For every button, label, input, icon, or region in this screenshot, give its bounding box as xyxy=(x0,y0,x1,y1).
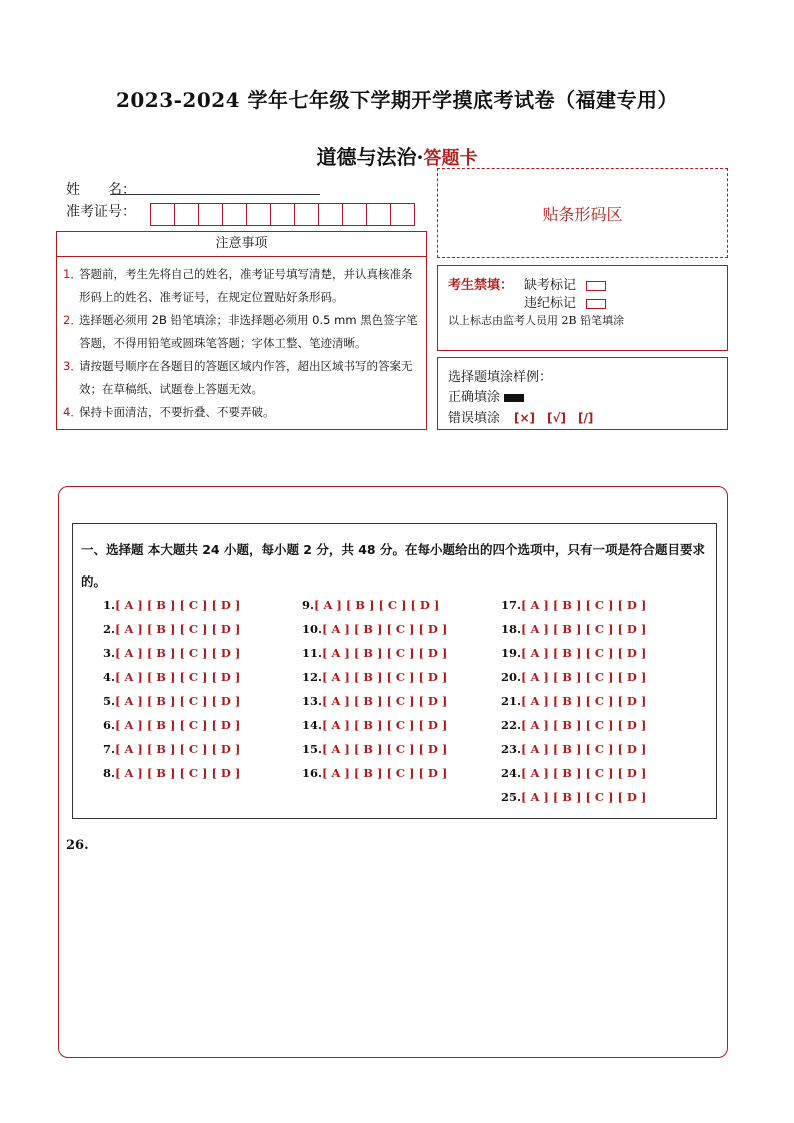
id-cell[interactable] xyxy=(150,203,175,226)
notice-item xyxy=(63,355,420,401)
answer-options[interactable]: [ A ] [ B ] [ C ] [ D ] xyxy=(322,670,448,684)
id-cell[interactable] xyxy=(294,203,319,226)
mc-question[interactable] xyxy=(302,670,447,684)
id-cell[interactable] xyxy=(246,203,271,226)
question-number: 9. xyxy=(302,598,315,612)
answer-options[interactable]: [ A ] [ B ] [ C ] [ D ] xyxy=(322,766,448,780)
name-label: 姓 名： xyxy=(66,182,136,198)
mc-question[interactable] xyxy=(103,718,240,732)
question-number: 13. xyxy=(302,694,323,708)
answer-options[interactable]: [ A ] [ B ] [ C ] [ D ] xyxy=(322,694,448,708)
mc-question[interactable] xyxy=(501,718,646,732)
answer-options[interactable]: [ A ] [ B ] [ C ] [ D ] xyxy=(115,694,241,708)
id-cell[interactable] xyxy=(222,203,247,226)
correct-row xyxy=(448,386,524,405)
barcode-area xyxy=(437,168,728,258)
mc-question[interactable] xyxy=(103,766,240,780)
exam-title: 2023-2024 学年七年级下学期开学摸底考试卷（福建专用） xyxy=(115,88,679,112)
answer-options[interactable]: [ A ] [ B ] [ C ] [ D ] xyxy=(115,670,241,684)
question-number: 6. xyxy=(103,718,116,732)
name-field[interactable] xyxy=(110,194,320,195)
answer-options[interactable]: [ A ] [ B ] [ C ] [ D ] xyxy=(322,646,448,660)
question-number: 4. xyxy=(103,670,116,684)
question-number: 10. xyxy=(302,622,323,636)
mc-description: 一、选择题 本大题共 24 小题，每小题 2 分，共 48 分。在每小题给出的四个选项中，只有一项是符合题目要求的。 xyxy=(81,542,705,589)
mc-question[interactable] xyxy=(302,742,447,756)
violation-mark-box[interactable] xyxy=(586,299,606,309)
subject-dot: · xyxy=(416,145,424,169)
question-number: 21. xyxy=(501,694,522,708)
question-number: 17. xyxy=(501,598,522,612)
id-cell[interactable] xyxy=(342,203,367,226)
absent-row xyxy=(524,274,606,293)
answer-options[interactable]: [ A ] [ B ] [ C ] [ D ] xyxy=(521,670,647,684)
notice-item xyxy=(63,309,420,355)
notice-num: 1． xyxy=(63,267,82,281)
subject-name: 道德与法治 xyxy=(316,145,417,169)
id-cell[interactable] xyxy=(318,203,343,226)
answer-options[interactable]: [ A ] [ B ] [ C ] [ D ] xyxy=(115,766,241,780)
mc-question[interactable] xyxy=(501,598,646,612)
question-number: 16. xyxy=(302,766,323,780)
question-number: 12. xyxy=(302,670,323,684)
question-number: 11. xyxy=(302,646,323,660)
wrong-label: 错误填涂 xyxy=(448,411,501,426)
notice-text: 选择题必须用 2B 铅笔填涂；非选择题必须用 0.5 mm 黑色签字笔答题，不得用铅笔或圆珠笔答题；字体工整、笔迹清晰。 xyxy=(79,313,418,350)
question-number: 1. xyxy=(103,598,116,612)
answer-options[interactable]: [ A ] [ B ] [ C ] [ D ] xyxy=(322,742,448,756)
id-cell[interactable] xyxy=(366,203,391,226)
id-cell[interactable] xyxy=(390,203,415,226)
sample-heading: 选择题填涂样例： xyxy=(448,370,553,385)
id-cell[interactable] xyxy=(174,203,199,226)
question-number: 22. xyxy=(501,718,522,732)
mc-question[interactable] xyxy=(103,598,240,612)
answer-options[interactable]: [ A ] [ B ] [ C ] [ D ] xyxy=(521,646,647,660)
barcode-label: 贴条形码区 xyxy=(542,204,623,224)
subject-title xyxy=(0,141,794,170)
answer-options[interactable]: [ A ] [ B ] [ C ] [ D ] xyxy=(115,622,241,636)
id-cell[interactable] xyxy=(198,203,223,226)
answer-options[interactable]: [ A ] [ B ] [ C ] [ D ] xyxy=(322,718,448,732)
question-number: 18. xyxy=(501,622,522,636)
question-number: 14. xyxy=(302,718,323,732)
absent-label: 缺考标记 xyxy=(524,278,577,293)
filled-mark xyxy=(504,394,524,402)
question-number: 15. xyxy=(302,742,323,756)
mc-question[interactable] xyxy=(501,646,646,660)
mc-question[interactable] xyxy=(501,670,646,684)
answer-card-label: 答题卡 xyxy=(423,148,478,169)
question-number: 7. xyxy=(103,742,116,756)
exam-id-cells[interactable] xyxy=(150,203,414,226)
notice-num: 4． xyxy=(63,405,82,419)
violation-label: 违纪标记 xyxy=(524,296,577,311)
mc-question[interactable] xyxy=(103,694,240,708)
mc-question[interactable] xyxy=(501,766,646,780)
question-26-label: 26. xyxy=(66,838,89,853)
notice-text: 请按题号顺序在各题目的答题区域内作答，超出区域书写的答案无效；在草稿纸、试题卷上答题无效。 xyxy=(79,359,413,396)
wrong-marks: [×] [√] [/] xyxy=(514,411,594,425)
question-number: 19. xyxy=(501,646,522,660)
answer-options[interactable]: [ A ] [ B ] [ C ] [ D ] xyxy=(322,622,448,636)
question-number: 5. xyxy=(103,694,116,708)
mc-question[interactable] xyxy=(302,718,447,732)
exam-id-label: 准考证号： xyxy=(66,204,136,220)
question-number: 23. xyxy=(501,742,522,756)
mc-question[interactable] xyxy=(302,622,447,636)
forbid-label: 考生禁填： xyxy=(448,278,514,293)
answer-options[interactable]: [ A ] [ B ] [ C ] [ D ] xyxy=(521,598,647,612)
notice-text: 保持卡面清洁，不要折叠、不要弄破。 xyxy=(79,405,275,419)
question-number: 2. xyxy=(103,622,116,636)
mc-question[interactable] xyxy=(302,694,447,708)
correct-label: 正确填涂 xyxy=(448,390,501,405)
answer-options[interactable]: [ A ] [ B ] [ C ] [ D ] xyxy=(521,622,647,636)
forbid-note: 以上标志由监考人员用 2B 铅笔填涂 xyxy=(448,314,625,327)
fill-sample-box xyxy=(437,357,728,430)
mc-question[interactable] xyxy=(103,670,240,684)
notice-heading: 注意事项 xyxy=(57,232,426,257)
answer-options[interactable]: [ A ] [ B ] [ C ] [ D ] xyxy=(115,646,241,660)
answer-options[interactable]: [ A ] [ B ] [ C ] [ D ] xyxy=(115,742,241,756)
mc-question[interactable] xyxy=(501,742,646,756)
violation-row xyxy=(524,292,606,311)
answer-options[interactable]: [ A ] [ B ] [ C ] [ D ] xyxy=(115,718,241,732)
question-number: 25. xyxy=(501,790,522,804)
answer-options[interactable]: [ A ] [ B ] [ C ] [ D ] xyxy=(521,694,647,708)
answer-options[interactable]: [ A ] [ B ] [ C ] [ D ] xyxy=(521,742,647,756)
notice-item xyxy=(63,401,420,424)
question-number: 8. xyxy=(103,766,116,780)
mc-question[interactable] xyxy=(103,646,240,660)
notice-num: 2． xyxy=(63,313,82,327)
notice-text: 答题前，考生先将自己的姓名，准考证号填写清楚，并认真核准条形码上的姓名、准考证号，在规定位置贴好条形码。 xyxy=(79,267,413,304)
wrong-row xyxy=(448,407,593,426)
mc-question[interactable] xyxy=(302,766,447,780)
answer-options[interactable]: [ A ] [ B ] [ C ] [ D ] xyxy=(521,790,647,804)
forbid-box xyxy=(437,265,728,351)
id-cell[interactable] xyxy=(270,203,295,226)
notice-num: 3． xyxy=(63,359,82,373)
multiple-choice-section xyxy=(72,523,717,819)
answer-options[interactable]: [ A ] [ B ] [ C ] [ D ] xyxy=(314,598,440,612)
mc-question[interactable] xyxy=(103,742,240,756)
mc-question[interactable] xyxy=(302,598,439,612)
mc-question[interactable] xyxy=(302,646,447,660)
notice-box xyxy=(56,231,427,430)
mc-question[interactable] xyxy=(501,790,646,804)
mc-question[interactable] xyxy=(103,622,240,636)
notice-item xyxy=(63,263,420,309)
answer-options[interactable]: [ A ] [ B ] [ C ] [ D ] xyxy=(521,766,647,780)
mc-question[interactable] xyxy=(501,694,646,708)
question-number: 20. xyxy=(501,670,522,684)
question-number: 3. xyxy=(103,646,116,660)
mc-question[interactable] xyxy=(501,622,646,636)
answer-options[interactable]: [ A ] [ B ] [ C ] [ D ] xyxy=(115,598,241,612)
notice-list xyxy=(57,257,426,424)
question-number: 24. xyxy=(501,766,522,780)
absent-mark-box[interactable] xyxy=(586,281,606,291)
answer-options[interactable]: [ A ] [ B ] [ C ] [ D ] xyxy=(521,718,647,732)
